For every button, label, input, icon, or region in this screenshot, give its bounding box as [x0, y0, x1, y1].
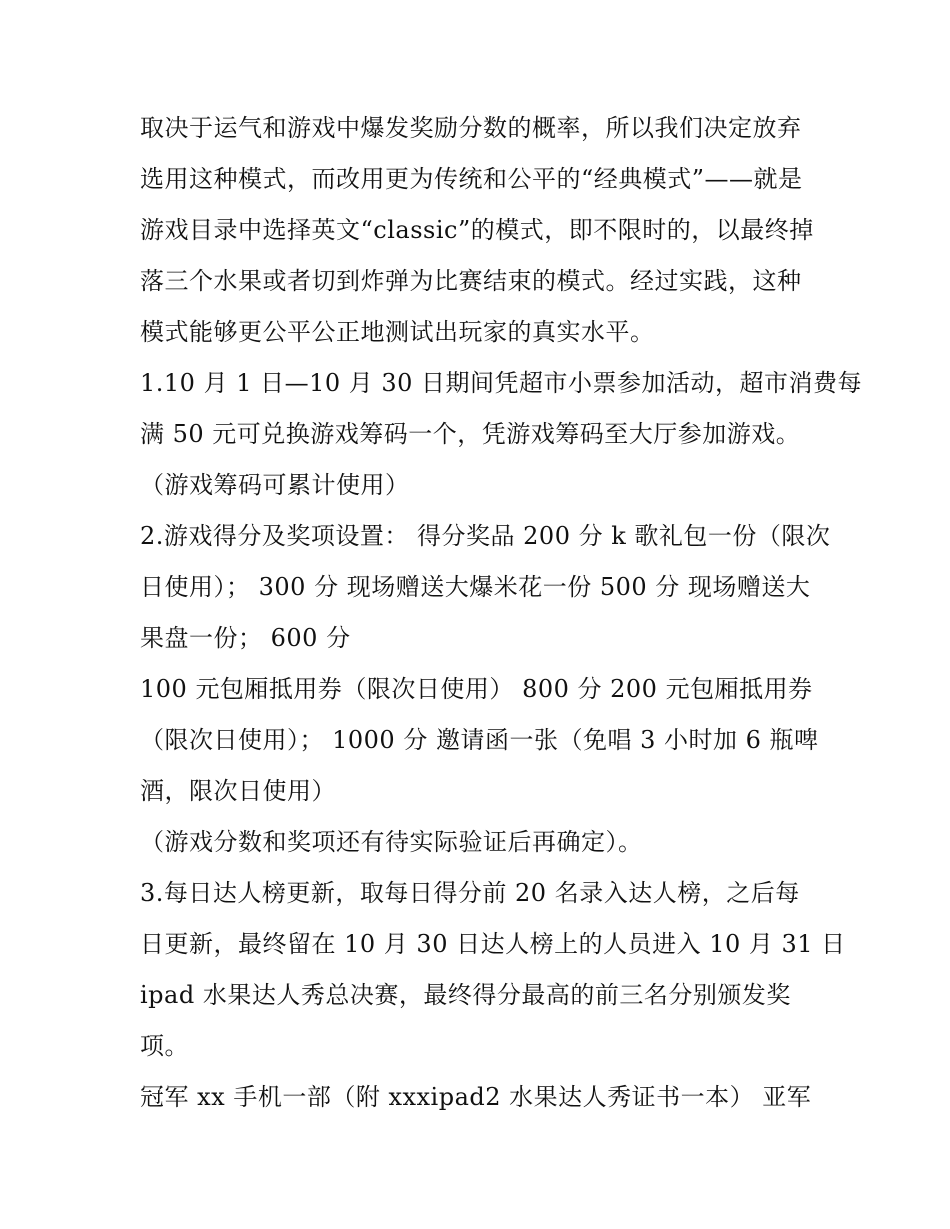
text-line: 日更新，最终留在 10 月 30 日达人榜上的人员进入 10 月 31 日 [140, 930, 846, 958]
text-line: 2.游戏得分及奖项设置： 得分奖品 200 分 k 歌礼包一份（限次 [140, 522, 831, 550]
text-line: 日使用）； 300 分 现场赠送大爆米花一份 500 分 现场赠送大 [140, 573, 811, 601]
text-line: 酒，限次日使用） [140, 777, 336, 805]
text-line: 落三个水果或者切到炸弹为比赛结束的模式。经过实践，这种 [140, 267, 802, 295]
text-line: 3.每日达人榜更新，取每日得分前 20 名录入达人榜，之后每 [140, 879, 800, 907]
text-line: （限次日使用）； 1000 分 邀请函一张（免唱 3 小时加 6 瓶啤 [140, 726, 819, 754]
text-line: （游戏分数和奖项还有待实际验证后再确定）。 [140, 828, 643, 856]
text-line: 项。 [140, 1032, 189, 1060]
text-line: 取决于运气和游戏中爆发奖励分数的概率，所以我们决定放弃 [140, 114, 802, 142]
text-line: 模式能够更公平公正地测试出玩家的真实水平。 [140, 318, 655, 346]
body-text [140, 103, 863, 1123]
text-line: 满 50 元可兑换游戏筹码一个，凭游戏筹码至大厅参加游戏。 [140, 420, 801, 448]
text-line: （游戏筹码可累计使用） [140, 471, 410, 499]
text-line: 100 元包厢抵用券（限次日使用） 800 分 200 元包厢抵用券 [140, 675, 813, 703]
text-line: 游戏目录中选择英文“classic”的模式，即不限时的，以最终掉 [140, 216, 814, 244]
text-line: ipad 水果达人秀总决赛，最终得分最高的前三名分别颁发奖 [140, 981, 791, 1009]
text-line: 冠军 xx 手机一部（附 xxxipad2 水果达人秀证书一本） 亚军 [140, 1083, 812, 1111]
text-line: 选用这种模式，而改用更为传统和公平的“经典模式”——就是 [140, 165, 803, 193]
text-line: 果盘一份； 600 分 [140, 624, 351, 652]
text-line: 1.10 月 1 日—10 月 30 日期间凭超市小票参加活动，超市消费每 [140, 369, 863, 397]
